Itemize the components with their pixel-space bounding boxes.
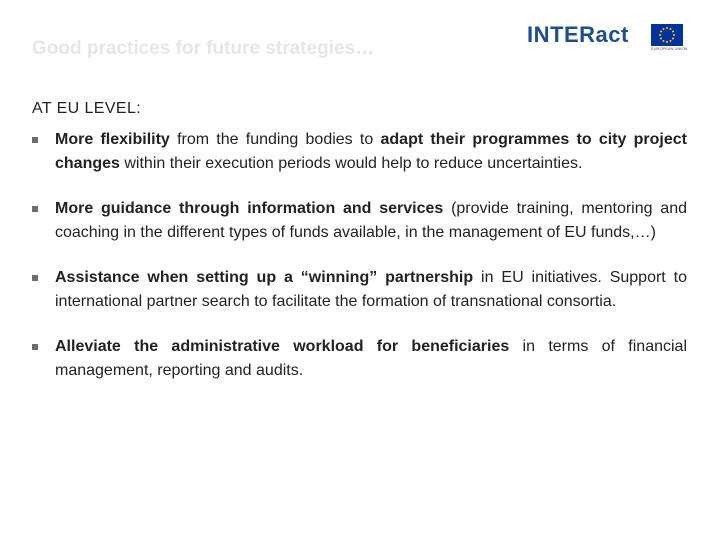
list-item (32, 335, 687, 383)
body-text: in EU initiatives. Support to international partner search to facilitate the formation of transnational consortia. (55, 269, 687, 310)
bullet-list (32, 128, 687, 404)
list-item (32, 128, 687, 176)
bold-text: More guidance through information and services (55, 200, 444, 217)
body-text: within their execution periods would help to reduce uncertainties. (119, 155, 583, 172)
interact-logo (527, 22, 687, 52)
bold-text: adapt their programmes to city project changes (55, 131, 687, 172)
bullet-icon (32, 344, 38, 350)
list-item (32, 266, 687, 314)
bold-text: More flexibility (55, 131, 170, 148)
body-text: in terms of financial management, reporting and audits. (55, 338, 687, 379)
eu-flag-icon (651, 24, 683, 46)
bullet-icon (32, 206, 38, 212)
logo-text: INTERact (527, 22, 629, 47)
section-heading: AT EU LEVEL: (32, 100, 142, 117)
bullet-icon (32, 137, 38, 143)
list-item (32, 197, 687, 245)
eu-caption: EUROPEAN UNION (651, 46, 688, 51)
bold-text: Alleviate the administrative workload for beneficiaries (55, 338, 510, 355)
bullet-icon (32, 275, 38, 281)
body-text: (provide training, mentoring and coaching in the different types of funds available, in the management of EU funds,…) (55, 200, 687, 241)
slide-title: Good practices for future strategies… (32, 38, 375, 59)
body-text: from the funding bodies to (169, 131, 381, 148)
bold-text: Assistance when setting up a “winning” partnership (55, 269, 474, 286)
